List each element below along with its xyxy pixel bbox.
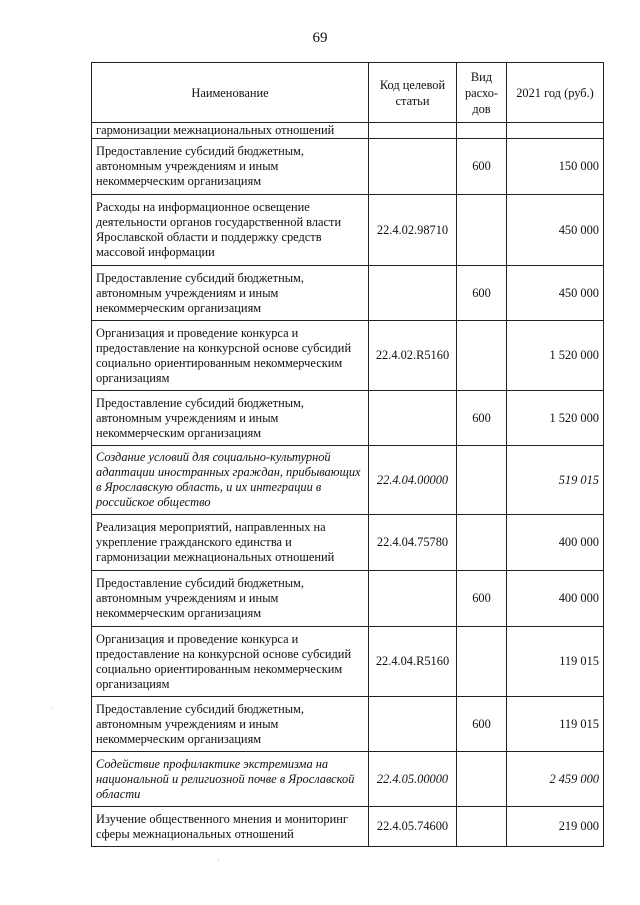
row-code: 22.4.05.00000	[369, 752, 457, 807]
header-type: Вид расхо-дов	[457, 63, 507, 123]
row-code	[369, 123, 457, 139]
table-row	[92, 139, 604, 195]
table-row	[92, 627, 604, 697]
row-name: Предоставление субсидий бюджетным, автономным учреждениям и иным некоммерческим организациям	[92, 139, 369, 195]
row-code	[369, 266, 457, 321]
row-amount: 119 015	[507, 627, 604, 697]
table-row	[92, 195, 604, 266]
row-amount	[507, 123, 604, 139]
table-row	[92, 515, 604, 571]
row-type: 600	[457, 697, 507, 752]
row-amount: 1 520 000	[507, 391, 604, 446]
row-name: Изучение общественного мнения и мониторинг сферы межнациональных отношений	[92, 807, 369, 847]
row-type	[457, 515, 507, 571]
table-row	[92, 697, 604, 752]
row-amount: 2 459 000	[507, 752, 604, 807]
row-type: 600	[457, 571, 507, 627]
row-amount: 450 000	[507, 266, 604, 321]
row-amount: 119 015	[507, 697, 604, 752]
row-name: гармонизации межнациональных отношений	[92, 123, 369, 139]
row-type	[457, 321, 507, 391]
row-amount: 450 000	[507, 195, 604, 266]
row-type	[457, 807, 507, 847]
table-row	[92, 807, 604, 847]
table-body	[92, 123, 604, 847]
table-row	[92, 321, 604, 391]
table-row	[92, 123, 604, 139]
row-type	[457, 752, 507, 807]
row-type	[457, 446, 507, 515]
row-code	[369, 391, 457, 446]
row-amount: 519 015	[507, 446, 604, 515]
row-amount: 150 000	[507, 139, 604, 195]
row-name: Предоставление субсидий бюджетным, автономным учреждениям и иным некоммерческим организациям	[92, 571, 369, 627]
row-code	[369, 697, 457, 752]
row-name: Предоставление субсидий бюджетным, автономным учреждениям и иным некоммерческим организациям	[92, 697, 369, 752]
row-name: Расходы на информационное освещение деятельности органов государственной власти Ярославской области и поддержку средств массовой информации	[92, 195, 369, 266]
row-name: Содействие профилактике экстремизма на национальной и религиозной почве в Ярославской области	[92, 752, 369, 807]
row-name: Предоставление субсидий бюджетным, автономным учреждениям и иным некоммерческим организациям	[92, 391, 369, 446]
row-amount: 400 000	[507, 515, 604, 571]
row-code: 22.4.04.R5160	[369, 627, 457, 697]
row-type	[457, 627, 507, 697]
scan-speck	[218, 860, 219, 861]
table-row-italic	[92, 446, 604, 515]
row-amount: 219 000	[507, 807, 604, 847]
row-amount: 400 000	[507, 571, 604, 627]
table-row-italic	[92, 752, 604, 807]
row-type	[457, 195, 507, 266]
row-code: 22.4.04.75780	[369, 515, 457, 571]
row-code	[369, 571, 457, 627]
row-name: Создание условий для социально-культурной адаптации иностранных граждан, прибывающих в Ярославскую область, и их интеграции в российское общество	[92, 446, 369, 515]
page-number: 69	[312, 30, 328, 46]
header-amount: 2021 год (руб.)	[507, 63, 604, 123]
row-amount: 1 520 000	[507, 321, 604, 391]
table-header-row	[92, 63, 604, 123]
row-name: Организация и проведение конкурса и предоставление на конкурсной основе субсидий социально ориентированным некоммерческим организациям	[92, 321, 369, 391]
header-code: Код целевой статьи	[369, 63, 457, 123]
row-code	[369, 139, 457, 195]
row-name: Предоставление субсидий бюджетным, автономным учреждениям и иным некоммерческим организациям	[92, 266, 369, 321]
row-name: Организация и проведение конкурса и предоставление на конкурсной основе субсидий социально ориентированным некоммерческим организациям	[92, 627, 369, 697]
row-code: 22.4.02.98710	[369, 195, 457, 266]
budget-table	[91, 62, 604, 847]
table-row	[92, 266, 604, 321]
row-code: 22.4.02.R5160	[369, 321, 457, 391]
row-type	[457, 123, 507, 139]
row-type: 600	[457, 139, 507, 195]
table-row	[92, 571, 604, 627]
row-code: 22.4.04.00000	[369, 446, 457, 515]
row-type: 600	[457, 391, 507, 446]
row-code: 22.4.05.74600	[369, 807, 457, 847]
header-name: Наименование	[92, 63, 369, 123]
row-name: Реализация мероприятий, направленных на укрепление гражданского единства и гармонизации межнациональных отношений	[92, 515, 369, 571]
table-row	[92, 391, 604, 446]
row-type: 600	[457, 266, 507, 321]
scan-speck	[52, 707, 53, 708]
